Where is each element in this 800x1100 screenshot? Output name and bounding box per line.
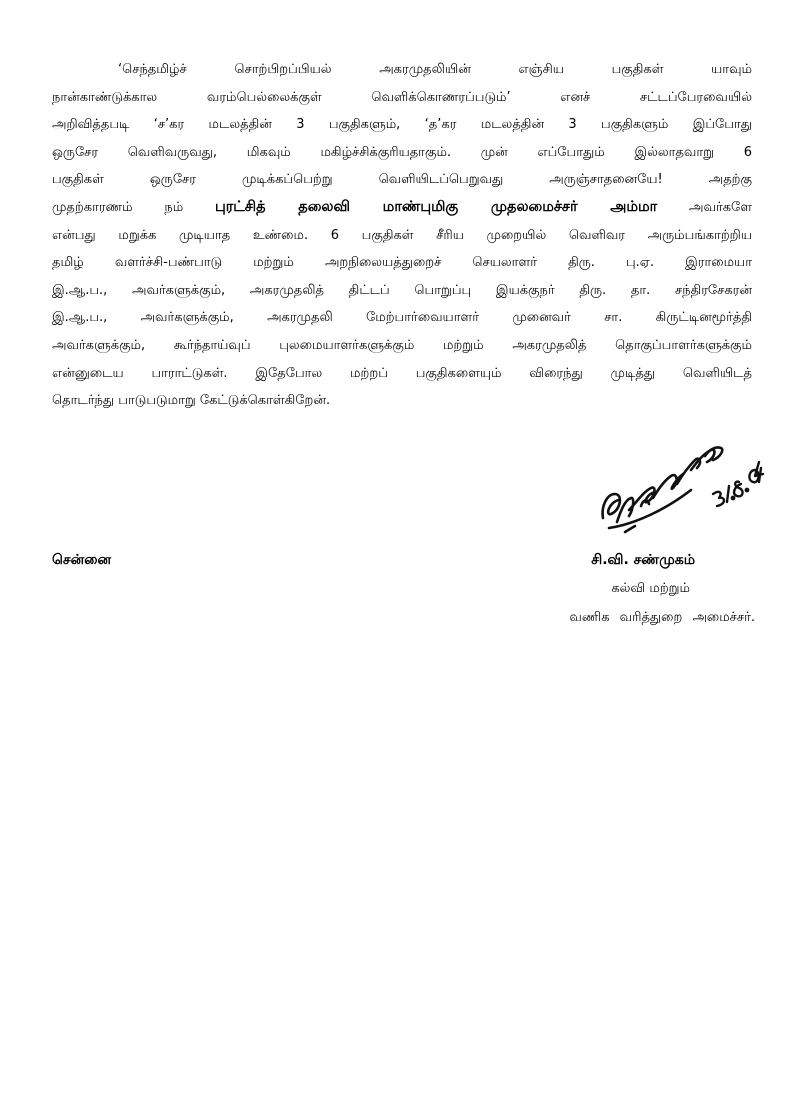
letter-line-8: தமிழ் வளர்ச்சி-பண்பாடு மற்றும் அறநிலையத்துறைச் செயலாளர் திரு. பு.ஏ. இராமையா — [52, 255, 752, 271]
letter-line-4: ஒருசேர வெளிவருவது, மிகவும் மகிழ்ச்சிக்குரியதாகும். முன் எப்போதும் இல்லாதவாறு 6 — [52, 144, 753, 160]
letter-line-9: இ.ஆ.ப., அவர்களுக்கும், அகரமுதலித் திட்டப் பொறுப்பு இயக்குநர் திரு. தா. சந்திரசேகரன் — [52, 282, 752, 298]
place-label: சென்னை — [52, 552, 112, 568]
letter-line-1: ‘செந்தமிழ்ச் சொற்பிறப்பியல் அகரமுதலியின் எஞ்சிய பகுதிகள் யாவும் — [118, 62, 752, 77]
letter-line-7: என்பது மறுக்க முடியாத உண்மை. 6 பகுதிகள் சீரிய முறையில் வெளிவர அரும்பங்காற்றிய — [52, 227, 752, 243]
line-6-prefix: முதற்காரணம் நம் — [52, 199, 184, 215]
letter-line-3: அறிவித்தபடி ‘ச’கர மடலத்தின் 3 பகுதிகளும், ‘த’கர மடலத்தின் 3 பகுதிகளும் இப்போது — [52, 117, 752, 133]
letter-line-2: நான்காண்டுக்கால வரம்பெல்லைக்குள் வெளிக்கொணரப்படும்’ எனச் சட்டப்பேரவையில் — [52, 89, 752, 105]
line-6-suffix: அவர்களே — [689, 199, 752, 215]
letter-line-11: அவர்களுக்கும், கூர்ந்தாய்வுப் புலமையாளர்களுக்கும் மற்றும் அகரமுதலித் தொகுப்பாளர்களுக்கும் — [52, 337, 752, 353]
letter-line-10: இ.ஆ.ப., அவர்களுக்கும், அகரமுதலி மேற்பார்வையாளர் முனைவர் சா. கிருட்டினமூர்த்தி — [52, 310, 752, 326]
designation-line-2: வணிக வரித்துறை அமைச்சர். — [569, 610, 755, 625]
letter-line-6 — [52, 194, 752, 222]
letter-line-13: தொடர்ந்து பாடுபடுமாறு கேட்டுக்கொள்கிறேன். — [52, 393, 331, 409]
signer-name: சி.வி. சண்முகம் — [591, 552, 695, 568]
chief-minister-title: புரட்சித் தலைவி மாண்புமிகு முதலமைச்சர் அம்மா — [214, 198, 658, 215]
letter-body — [52, 56, 752, 415]
designation-line-1: கல்வி மற்றும் — [611, 581, 690, 596]
letter-line-12: என்னுடைய பாராட்டுகள். இதேபோல மற்றப் பகுதிகளையும் விரைந்து முடித்து வெளியிடத் — [52, 365, 752, 381]
letter-line-5: பகுதிகள் ஒருசேர முடிக்கப்பெற்று வெளியிடப்பெறுவது அருஞ்சாதனையே! அதற்கு — [52, 172, 752, 188]
handwritten-signature — [595, 440, 765, 535]
signature-date-mark — [713, 462, 763, 506]
